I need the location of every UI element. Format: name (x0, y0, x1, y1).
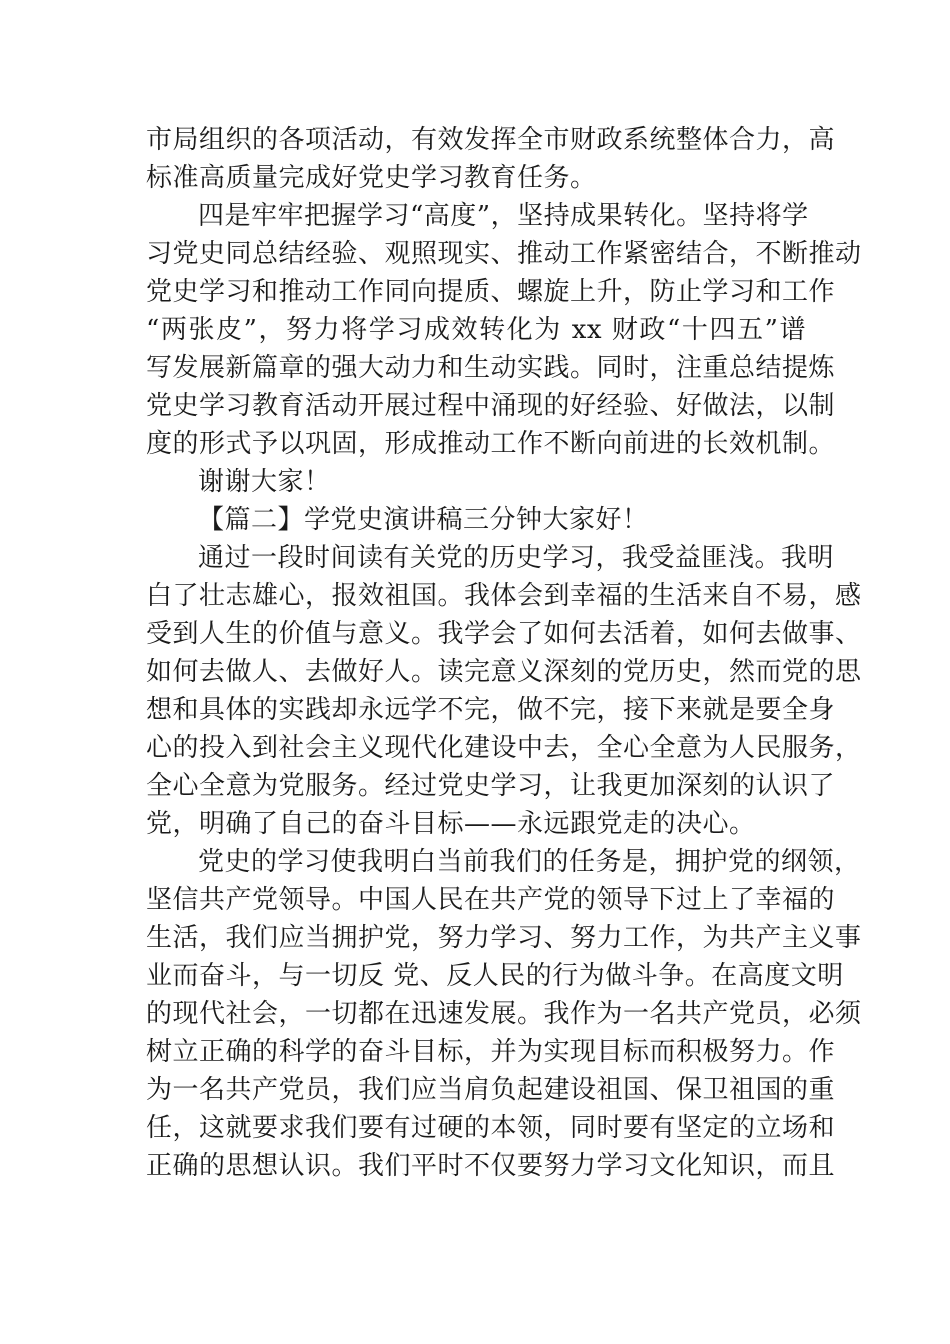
text-line: 市局组织的各项活动，有效发挥全市财政系统整体合力，高 (146, 125, 836, 155)
text-line: 如何去做人、去做好人。读完意义深刻的党历史，然而党的思 (146, 657, 862, 687)
text-line: 白了壮志雄心，报效祖国。我体会到幸福的生活来自不易，感 (146, 581, 862, 611)
text-line: 想和具体的实践却永远学不完，做不完，接下来就是要全身 (146, 695, 836, 725)
text-line: 标准高质量完成好党史学习教育任务。 (146, 163, 597, 193)
text-line: 谢谢大家！ (198, 467, 331, 497)
text-line: 习党史同总结经验、观照现实、推动工作紧密结合，不断推动 (146, 239, 862, 269)
text-line: 心的投入到社会主义现代化建设中去，全心全意为人民服务， (146, 733, 862, 763)
text-line: 党，明确了自己的奋斗目标——永远跟党走的决心。 (146, 809, 756, 839)
text-line: 党史学习教育活动开展过程中涌现的好经验、好做法，以制 (146, 391, 836, 421)
text-line: 全心全意为党服务。经过党史学习，让我更加深刻的认识了 (146, 771, 836, 801)
text-line: 通过一段时间读有关党的历史学习，我受益匪浅。我明 (198, 543, 835, 573)
section-heading: 【篇二】学党史演讲稿三分钟大家好！ (198, 505, 649, 535)
text-line: 写发展新篇章的强大动力和生动实践。同时，注重总结提炼 (146, 353, 836, 383)
text-line: 为一名共产党员，我们应当肩负起建设祖国、保卫祖国的重 (146, 1075, 836, 1105)
text-line: 正确的思想认识。我们平时不仅要努力学习文化知识，而且 (146, 1151, 836, 1181)
text-line: 坚信共产党领导。中国人民在共产党的领导下过上了幸福的 (146, 885, 836, 915)
text-line: 党史学习和推动工作同向提质、螺旋上升，防止学习和工作 (146, 277, 836, 307)
text-line: 生活，我们应当拥护党，努力学习、努力工作，为共产主义事 (146, 923, 862, 953)
text-line: 任，这就要求我们要有过硬的本领，同时要有坚定的立场和 (146, 1113, 836, 1143)
text-line: 的现代社会，一切都在迅速发展。我作为一名共产党员，必须 (146, 999, 862, 1029)
text-line: 度的形式予以巩固，形成推动工作不断向前进的长效机制。 (146, 429, 836, 459)
text-line: 受到人生的价值与意义。我学会了如何去活着，如何去做事、 (146, 619, 862, 649)
text-line: 树立正确的科学的奋斗目标，并为实现目标而积极努力。作 (146, 1037, 836, 1067)
text-line: 业而奋斗，与一切反 党、反人民的行为做斗争。在高度文明 (146, 961, 844, 991)
text-line: “两张皮”，努力将学习成效转化为 xx 财政“十四五”谱 (146, 315, 806, 345)
text-line: 党史的学习使我明白当前我们的任务是，拥护党的纲领， (198, 847, 861, 877)
text-line: 四是牢牢把握学习“高度”，坚持成果转化。坚持将学 (198, 201, 809, 231)
